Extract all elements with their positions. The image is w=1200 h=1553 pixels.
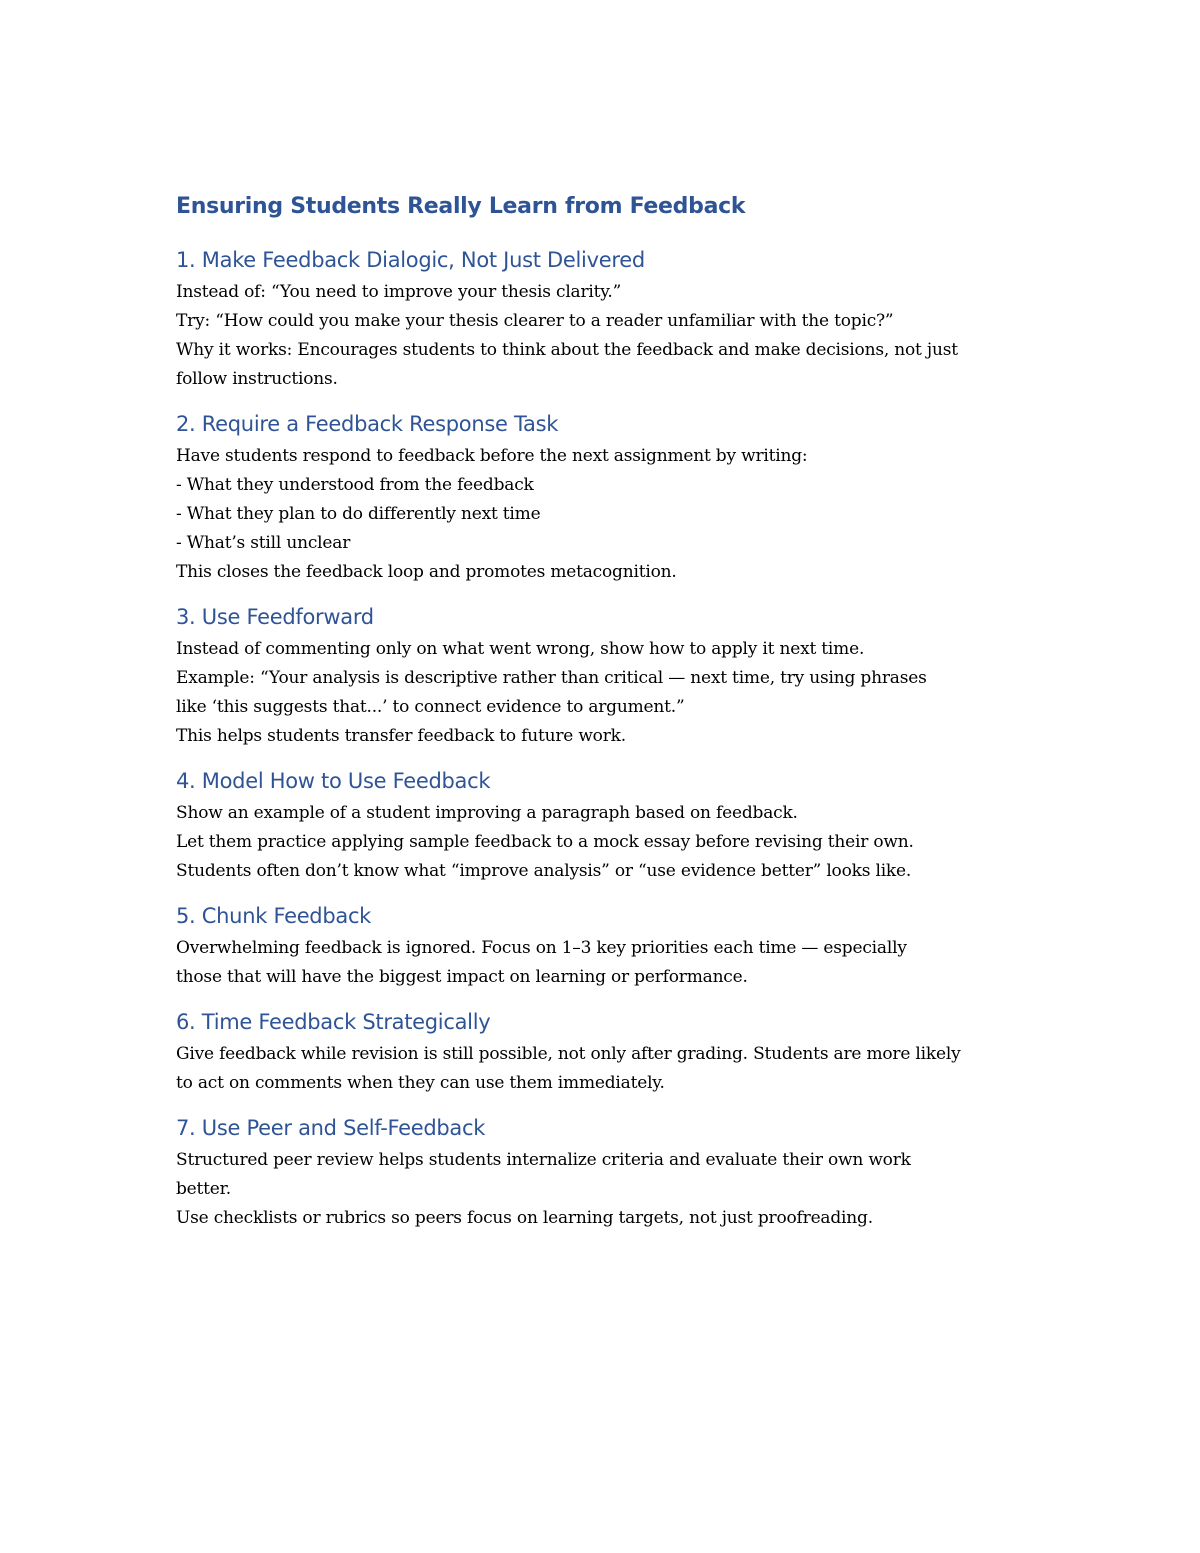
section-3 (176, 601, 1046, 751)
body-line: Students often don’t know what “improve analysis” or “use evidence better” looks like. (176, 861, 912, 881)
body-line: follow instructions. (176, 369, 338, 389)
body-line: This helps students transfer feedback to future work. (176, 726, 626, 746)
section-heading: 1. Make Feedback Dialogic, Not Just Delivered (176, 248, 645, 272)
body-line: Instead of: “You need to improve your thesis clarity.” (176, 282, 622, 302)
body-line: Example: “Your analysis is descriptive rather than critical — next time, try using phrases (176, 668, 927, 688)
body-line: Try: “How could you make your thesis clearer to a reader unfamiliar with the topic?” (176, 311, 894, 331)
body-line: Have students respond to feedback before the next assignment by writing: (176, 446, 808, 466)
list-item: - What’s still unclear (176, 533, 351, 553)
section-heading: 5. Chunk Feedback (176, 904, 372, 928)
body-line: Let them practice applying sample feedback to a mock essay before revising their own. (176, 832, 914, 852)
section-6 (176, 1006, 1046, 1098)
body-line: Why it works: Encourages students to think about the feedback and make decisions, not just (176, 340, 958, 360)
list-item: - What they understood from the feedback (176, 475, 534, 495)
body-line: those that will have the biggest impact on learning or performance. (176, 967, 748, 987)
section-heading: 3. Use Feedforward (176, 605, 374, 629)
section-2 (176, 408, 1046, 587)
body-line: like ‘this suggests that...’ to connect evidence to argument.” (176, 697, 685, 717)
document-title: Ensuring Students Really Learn from Feedback (176, 194, 746, 219)
body-line: Structured peer review helps students internalize criteria and evaluate their own work (176, 1150, 911, 1170)
section-4 (176, 765, 1046, 886)
body-line: Instead of commenting only on what went wrong, show how to apply it next time. (176, 639, 865, 659)
body-line: Give feedback while revision is still possible, not only after grading. Students are more likely (176, 1044, 961, 1064)
document-body (176, 189, 1046, 1247)
section-heading: 6. Time Feedback Strategically (176, 1010, 491, 1034)
list-item: - What they plan to do differently next time (176, 504, 541, 524)
section-7 (176, 1112, 1046, 1233)
section-5 (176, 900, 1046, 992)
body-line: This closes the feedback loop and promotes metacognition. (176, 562, 677, 582)
body-line: better. (176, 1179, 231, 1199)
section-1 (176, 244, 1046, 394)
body-line: to act on comments when they can use them immediately. (176, 1073, 665, 1093)
section-heading: 2. Require a Feedback Response Task (176, 412, 559, 436)
section-heading: 7. Use Peer and Self-Feedback (176, 1116, 486, 1140)
body-line: Use checklists or rubrics so peers focus on learning targets, not just proofreading. (176, 1208, 873, 1228)
body-line: Overwhelming feedback is ignored. Focus on 1–3 key priorities each time — especially (176, 938, 907, 958)
body-line: Show an example of a student improving a paragraph based on feedback. (176, 803, 798, 823)
section-heading: 4. Model How to Use Feedback (176, 769, 491, 793)
